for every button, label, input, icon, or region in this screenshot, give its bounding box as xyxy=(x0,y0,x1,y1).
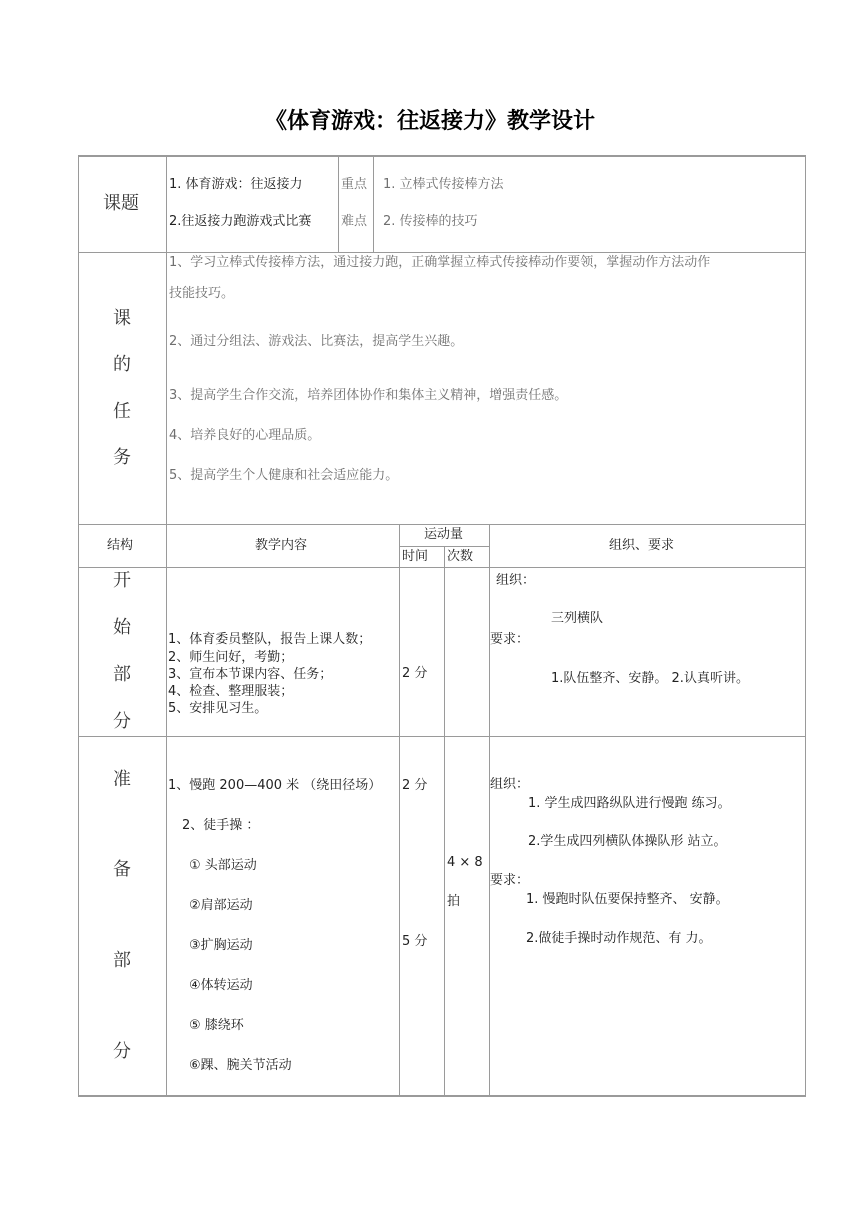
table-rule xyxy=(166,155,167,1097)
point-item: 1. 立棒式传接棒方法 xyxy=(383,177,504,192)
formation-text: 三列横队 xyxy=(551,611,604,626)
key-point-label: 重点 xyxy=(341,177,368,192)
section-label-char: 分 xyxy=(113,1041,131,1062)
document-title: 《体育游戏：往返接力》教学设计 xyxy=(264,109,595,134)
task-label-char: 务 xyxy=(113,447,131,468)
task-item: 2、通过分组法、游戏法、比赛法，提高学生兴趣。 xyxy=(169,334,464,349)
organization-label: 组织： xyxy=(496,573,536,588)
topic-item: 2.往返接力跑游戏式比赛 xyxy=(169,214,312,229)
section-time: 5 分 xyxy=(402,934,428,949)
organization-item: 1. 学生成四路纵队进行慢跑 练习。 xyxy=(528,796,731,811)
point-item: 2. 传接棒的技巧 xyxy=(383,214,478,229)
requirement-item: 2.做徒手操时动作规范、有 力。 xyxy=(526,931,712,946)
table-rule xyxy=(78,524,806,525)
warmup-item: 2、徒手操 ： xyxy=(182,818,260,833)
requirement-label: 要求： xyxy=(490,873,530,888)
table-rule xyxy=(444,546,445,1097)
task-label-char: 的 xyxy=(113,354,131,375)
header-time: 时间 xyxy=(402,549,429,564)
table-rule xyxy=(373,155,374,253)
task-item: 技能技巧。 xyxy=(169,286,235,301)
header-structure: 结构 xyxy=(107,538,134,553)
section-count: 4 × 8 xyxy=(447,855,483,870)
table-border-left xyxy=(78,155,79,1097)
warmup-item: ⑥踝、腕关节活动 xyxy=(189,1058,292,1073)
organization-label: 组织： xyxy=(490,777,530,792)
warmup-item: 1、慢跑 200—400 米 （绕田径场） xyxy=(168,778,382,793)
section-item: 5、安排见习生。 xyxy=(168,701,268,716)
section-label-char: 准 xyxy=(113,769,131,790)
requirement-item: 1. 慢跑时队伍要保持整齐、 安静。 xyxy=(526,892,729,907)
task-label-char: 课 xyxy=(113,308,131,329)
section-item: 2、师生问好，考勤； xyxy=(168,650,294,665)
table-rule xyxy=(399,524,400,1097)
section-label-char: 分 xyxy=(113,711,131,732)
task-item: 4、培养良好的心理品质。 xyxy=(169,428,321,443)
header-organization: 组织、要求 xyxy=(609,538,675,553)
header-content: 教学内容 xyxy=(255,538,308,553)
section-label-char: 部 xyxy=(113,664,131,685)
section-item: 1、体育委员整队，报告上课人数； xyxy=(168,632,372,647)
table-rule xyxy=(78,567,806,568)
section-item: 4、检查、整理服装； xyxy=(168,684,294,699)
task-item: 5、提高学生个人健康和社会适应能力。 xyxy=(169,468,399,483)
table-border-right xyxy=(805,155,806,1097)
table-border-bottom xyxy=(78,1095,806,1097)
table-border-top xyxy=(78,155,806,157)
section-item: 3、宣布本节课内容、任务； xyxy=(168,667,333,682)
warmup-item: ① 头部运动 xyxy=(189,858,257,873)
table-rule xyxy=(78,252,806,253)
difficulty-label: 难点 xyxy=(341,214,368,229)
section-label-char: 备 xyxy=(113,859,131,880)
warmup-item: ③扩胸运动 xyxy=(189,938,253,953)
task-item: 1、学习立棒式传接棒方法，通过接力跑，正确掌握立棒式传接棒动作要领，掌握动作方法动作 xyxy=(169,255,711,270)
topic-label: 课题 xyxy=(103,193,139,214)
organization-item: 2.学生成四列横队体操队形 站立。 xyxy=(528,834,727,849)
warmup-item: ④体转运动 xyxy=(189,978,253,993)
task-label-char: 任 xyxy=(113,401,131,422)
warmup-item: ②肩部运动 xyxy=(189,898,253,913)
table-rule xyxy=(78,736,806,737)
section-label-char: 开 xyxy=(113,570,131,591)
section-time: 2 分 xyxy=(402,778,428,793)
header-amount: 运动量 xyxy=(424,527,464,542)
section-label-char: 始 xyxy=(113,617,131,638)
section-label-char: 部 xyxy=(113,950,131,971)
warmup-item: ⑤ 膝绕环 xyxy=(189,1018,244,1033)
table-rule xyxy=(489,524,490,1097)
topic-item: 1. 体育游戏：往返接力 xyxy=(169,177,303,192)
requirement-text: 1.队伍整齐、安静。 2.认真听讲。 xyxy=(551,671,749,686)
header-count: 次数 xyxy=(447,549,474,564)
section-count: 拍 xyxy=(447,894,461,909)
section-time: 2 分 xyxy=(402,666,428,681)
task-item: 3、提高学生合作交流，培养团体协作和集体主义精神，增强责任感。 xyxy=(169,388,568,403)
table-rule xyxy=(338,155,339,253)
requirement-label: 要求： xyxy=(490,632,530,647)
